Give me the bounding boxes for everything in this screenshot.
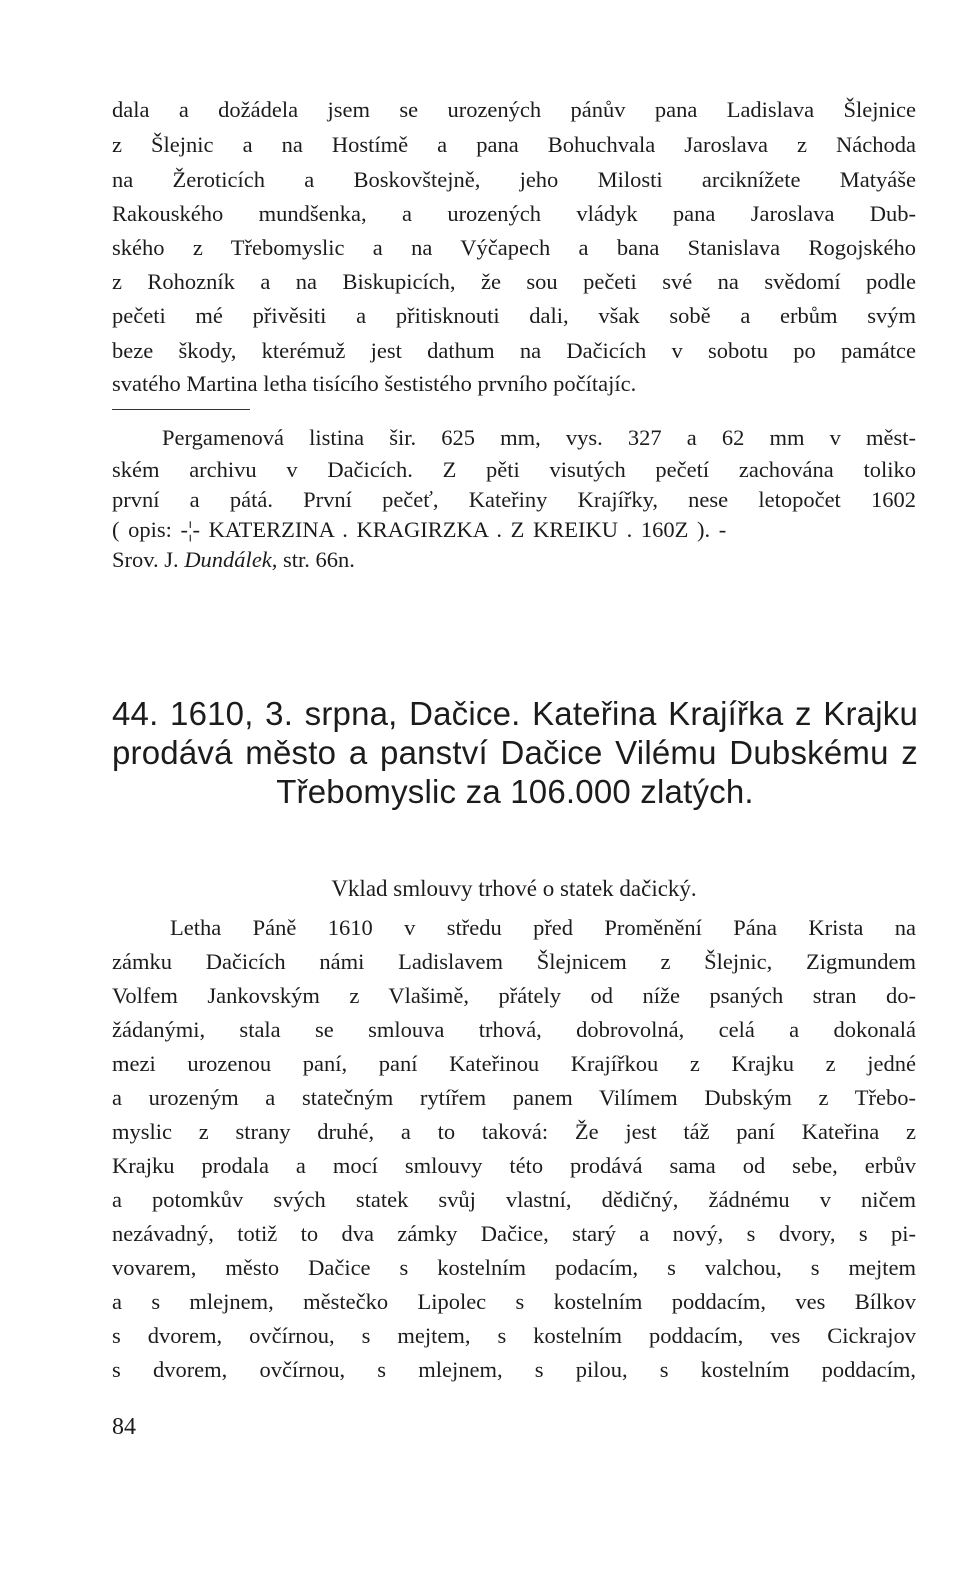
body-line: mezi urozenou paní, paní Kateřinou Krajířkou z Krajku z jedné [112, 1051, 916, 1076]
note-text: Srov. J. [112, 547, 185, 572]
text-line: Rakouského mundšenka, a urozených vládyk pana Jaroslava Dub- [112, 201, 916, 226]
body-line: Krajku prodala a mocí smlouvy této prodává sama od sebe, erbův [112, 1153, 916, 1178]
text-line: ského z Třebomyslic a na Výčapech a bana Stanislava Rogojského [112, 235, 916, 260]
heading-line: 44. 1610, 3. srpna, Dačice. Kateřina Krajířka z Krajku [112, 695, 918, 732]
body-line: s dvorem, ovčírnou, s mlejnem, s pilou, s kostelním poddacím, [112, 1357, 916, 1382]
body-line: a potomkův svých statek svůj vlastní, dědičný, žádnému v ničem [112, 1187, 916, 1212]
note-text: str. 66n. [277, 547, 355, 572]
note-italic-text: Dundálek, [184, 547, 278, 572]
body-line: vovarem, město Dačice s kostelním podacím, s valchou, s mejtem [112, 1255, 916, 1280]
text-line: z Šlejnic a na Hostímě a pana Bohuchvala Jaroslava z Náchoda [112, 132, 916, 157]
body-line: myslic z strany druhé, a to taková: Že jest táž paní Kateřina z [112, 1119, 916, 1144]
heading-line: Třebomyslic za 106.000 zlatých. [276, 773, 754, 810]
text-line: na Žeroticích a Boskovštejně, jeho Milosti arciknížete Matyáše [112, 167, 916, 192]
text-line: dala a dožádela jsem se urozených pánův pana Ladislava Šlejnice [112, 97, 916, 122]
text-line: z Rohozník a na Biskupicích, že sou pečeti své na svědomí podle [112, 269, 916, 294]
body-line: žádanými, stala se smlouva trhová, dobrovolná, celá a dokonalá [112, 1017, 916, 1042]
note-line: Pergamenová listina šir. 625 mm, vys. 327 a 62 mm v měst- [162, 425, 916, 450]
note-line: ( opis: -¦- KATERZINA . KRAGIRZKA . Z KREIKU . 160Z ). - [112, 517, 727, 542]
text-line: beze škody, kterémuž jest dathum na Dačicích v sobotu po památce [112, 338, 916, 363]
text-line: svatého Martina letha tisícího šestistého prvního počítajíc. [112, 371, 637, 396]
page-number: 84 [112, 1414, 136, 1440]
body-line: a s mlejnem, městečko Lipolec s kostelním poddacím, ves Bílkov [112, 1289, 916, 1314]
note-line-last [112, 545, 916, 575]
body-line: nezávadný, totiž to dva zámky Dačice, starý a nový, s dvory, s pi- [112, 1221, 916, 1246]
text-line: pečeti mé přivěsiti a přitisknouti dali, však sobě a erbům svým [112, 303, 916, 328]
body-line: s dvorem, ovčírnou, s mejtem, s kostelním poddacím, ves Cickrajov [112, 1323, 916, 1348]
body-line: zámku Dačicích námi Ladislavem Šlejnicem z Šlejnic, Zigmundem [112, 949, 916, 974]
body-line: a urozeným a statečným rytířem panem Vilímem Dubským z Třebo- [112, 1085, 916, 1110]
note-line: první a pátá. První pečeť, Kateřiny Krajířky, nese letopočet 1602 [112, 487, 916, 512]
heading-line: prodává město a panství Dačice Vilému Dubskému z [112, 734, 918, 771]
body-line: Volfem Jankovským z Vlašimě, přátely od níže psaných stran do- [112, 983, 916, 1008]
body-line: Letha Páně 1610 v středu před Proměnění Pána Krista na [170, 915, 916, 940]
section-title: Vklad smlouvy trhové o statek dačický. [331, 876, 697, 901]
footnote-separator [112, 409, 250, 410]
note-line: ském archivu v Dačicích. Z pěti visutých pečetí zachována toliko [112, 457, 916, 482]
